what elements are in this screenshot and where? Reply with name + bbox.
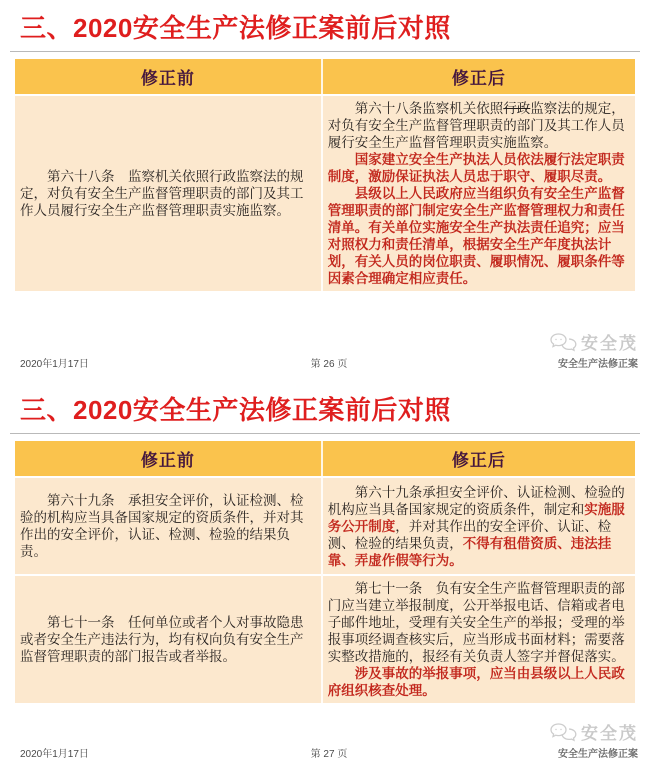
text-segment-normal: 监察法的规定，对负有安全生产监督管理职责的部门及其工作人员履行安全生产监督管理职责实施监察。	[327, 101, 625, 150]
paragraph	[20, 492, 316, 560]
slide-title: 三、2020安全生产法修正案前后对照	[20, 13, 451, 43]
paragraph	[20, 168, 316, 219]
cell-before	[15, 575, 322, 703]
slide-footer	[20, 332, 638, 370]
chat-bubbles-watermark-icon	[548, 722, 578, 744]
cell-before	[15, 95, 322, 291]
text-segment-normal: ，并对其作出的安全评价、认证、检测、检验的结果负责，	[327, 518, 612, 551]
col-header-after: 修正后	[322, 441, 635, 477]
cell-after	[322, 477, 635, 575]
brand-subtitle: 安全生产法修正案	[558, 749, 638, 760]
chat-bubbles-watermark-icon	[548, 332, 578, 354]
paragraph	[20, 614, 316, 665]
paragraph	[328, 484, 630, 569]
comparison-row	[15, 477, 635, 575]
col-header-after: 修正后	[322, 59, 635, 95]
table-body	[15, 477, 635, 703]
slide-title: 三、2020安全生产法修正案前后对照	[20, 395, 451, 425]
col-header-before: 修正前	[15, 441, 322, 477]
paragraph	[328, 185, 630, 287]
comparison-table	[15, 59, 635, 291]
brand-top-row	[468, 722, 638, 744]
text-segment-normal: 第六十八条 监察机关依照行政监察法的规定，对负有安全生产监督管理职责的部门及其工作人员履行安全生产监督管理职责实施监察。	[20, 169, 304, 218]
table-header	[15, 441, 635, 477]
paragraph	[328, 580, 630, 665]
text-segment-normal: 第六十八条监察机关依照	[354, 101, 504, 116]
comparison-row	[15, 575, 635, 703]
slide	[0, 378, 650, 768]
header-row	[15, 59, 635, 95]
brand-watermark	[468, 332, 638, 370]
header-row	[15, 441, 635, 477]
text-segment-red: 国家建立安全生产执法人员依法履行法定职责制度，激励保证执法人员忠于职守、履职尽责。	[327, 152, 625, 184]
paragraph	[328, 665, 630, 699]
text-segment-strike: 行政	[503, 101, 531, 116]
footer-page-number: 第 26 页	[310, 359, 348, 370]
comparison-row	[15, 95, 635, 291]
title-divider	[10, 51, 640, 52]
comparison-table	[15, 441, 635, 703]
table-body	[15, 95, 635, 291]
text-segment-red: 实施服务公开制度	[327, 501, 625, 534]
footer-page-number: 第 27 页	[310, 749, 348, 760]
text-segment-red: 涉及事故的举报事项，应当由县级以上人民政府组织核查处理。	[327, 666, 625, 698]
text-segment-red: 不得有租借资质、违法挂靠、弄虚作假等行为。	[327, 535, 612, 568]
slide	[0, 0, 650, 378]
cell-after	[322, 575, 635, 703]
text-segment-normal: 第六十九条 承担安全评价，认证检测、检验的机构应当具备国家规定的资质条件，并对其作出的安全评价，认证、检测、检验的结果负责。	[20, 493, 304, 559]
paragraph	[328, 151, 630, 185]
cell-after	[322, 95, 635, 291]
slide-footer	[20, 722, 638, 760]
brand-watermark	[468, 722, 638, 760]
text-segment-normal: 第七十一条 任何单位或者个人对事故隐患或者安全生产违法行为，均有权向负有安全生产监督管理职责的部门报告或者举报。	[20, 615, 304, 664]
text-segment-red: 县级以上人民政府应当组织负有安全生产监督管理职责的部门制定安全生产监督管理权力和责任清单。有关单位实施安全生产执法责任追究；应当对照权力和责任清单，根据安全生产年度执法计划，有关人员的岗位职责、履职情况、履职条件等因素合理确定相应责任。	[327, 186, 625, 286]
col-header-before: 修正前	[15, 59, 322, 95]
brand-name: 安全茂	[581, 333, 638, 353]
brand-name: 安全茂	[581, 723, 638, 743]
paragraph	[328, 100, 630, 151]
cell-before	[15, 477, 322, 575]
title-divider	[10, 433, 640, 434]
brand-subtitle: 安全生产法修正案	[558, 359, 638, 370]
table-header	[15, 59, 635, 95]
brand-top-row	[468, 332, 638, 354]
footer-date: 2020年1月17日	[20, 359, 89, 370]
text-segment-normal: 第六十九条承担安全评价、认证检测、检验的机构应当具备国家规定的资质条件，制定和	[327, 484, 625, 517]
footer-date: 2020年1月17日	[20, 749, 89, 760]
text-segment-normal: 第七十一条 负有安全生产监督管理职责的部门应当建立举报制度，公开举报电话、信箱或者电子邮件地址，受理有关安全生产的举报；受理的举报事项经调查核实后，应当形成书面材料；需要落实整改措施的，报经有关负责人签字并督促落实。	[327, 581, 625, 664]
